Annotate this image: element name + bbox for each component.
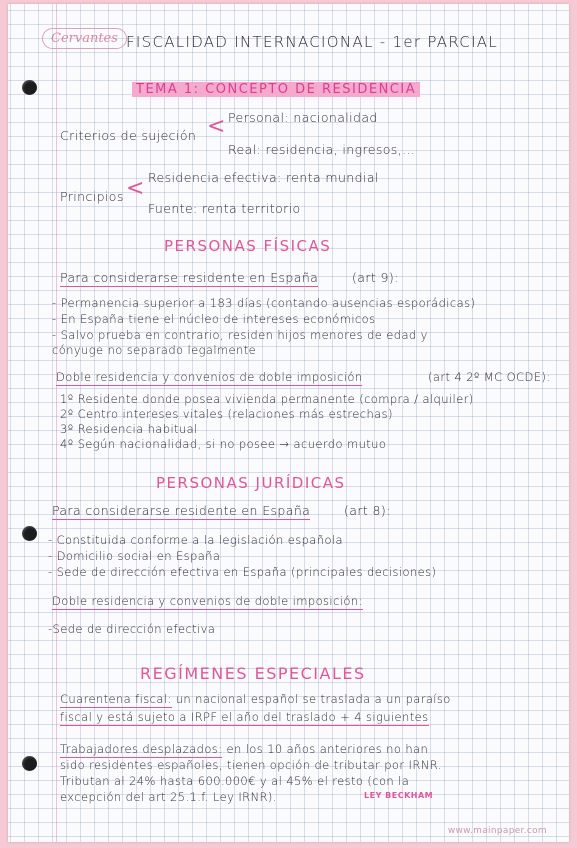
trabajadores-line: excepción del art 25.1.f. Ley IRNR).: [60, 790, 277, 804]
list-item: - Permanencia superior a 183 días (contando ausencias esporádicas): [52, 296, 476, 310]
ley-beckham-note: LEY BECKHAM: [364, 791, 434, 800]
trabajadores-line: Tributan al 24% hasta 600.000€ y al 45% el resto (con la: [60, 774, 410, 788]
cuarentena-text: un nacional español se traslada a un paraíso: [171, 692, 451, 706]
binder-hole: [22, 526, 37, 541]
numbered-item: 4º Según nacionalidad, si no posee → acuerdo mutuo: [60, 437, 387, 451]
binder-hole: [22, 80, 37, 95]
brace-icon: <: [207, 114, 226, 139]
trabajadores-paragraph: [60, 742, 428, 756]
trabajadores-label: Trabajadores desplazados:: [60, 742, 223, 756]
principio-item: Residencia efectiva: renta mundial: [148, 170, 379, 185]
brace-icon: <: [126, 176, 145, 201]
article-ref: (art 4 2º MC OCDE):: [428, 370, 551, 384]
cuarentena-paragraph: [60, 692, 451, 706]
margin-line: [56, 4, 57, 842]
brand-logo: Cervantes: [42, 28, 127, 49]
list-item: - Domicilio social en España: [48, 549, 221, 563]
section-heading-regimenes: REGÍMENES ESPECIALES: [140, 664, 366, 683]
notebook-page: [8, 4, 569, 842]
doble-residencia-label: Doble residencia y convenios de doble imposición: [56, 370, 363, 384]
list-item: - Salvo prueba en contrario, residen hijos menores de edad y: [52, 328, 428, 342]
cuarentena-label: Cuarentena fiscal:: [60, 692, 172, 706]
criterios-label: Criterios de sujeción: [60, 128, 197, 143]
trabajadores-line: sido residentes españoles, tienen opción de tributar por IRNR.: [60, 758, 442, 772]
considerarse-label: Para considerarse residente en España: [52, 503, 311, 518]
doble-residencia-label: Doble residencia y convenios de doble imposición:: [52, 594, 363, 608]
numbered-item: 3º Residencia habitual: [60, 422, 198, 436]
criterio-item: Real: residencia, ingresos,...: [228, 142, 416, 157]
numbered-item: 2º Centro intereses vitales (relaciones más estrechas): [60, 407, 393, 421]
list-item: - En España tiene el núcleo de intereses económicos: [52, 312, 376, 326]
section-heading-juridicas: PERSONAS JURÍDICAS: [156, 474, 346, 492]
article-ref: (art 9):: [352, 270, 399, 285]
principios-label: Principios: [60, 189, 124, 204]
trabajadores-text: en los 10 años anteriores no han: [222, 742, 429, 756]
list-item: - Constituida conforme a la legislación española: [48, 533, 343, 547]
list-item: -Sede de dirección efectiva: [48, 622, 216, 636]
list-item: cónyuge no separado legalmente: [52, 343, 257, 357]
article-ref: (art 8):: [344, 503, 391, 518]
cuarentena-line: fiscal y está sujeto a IRPF el año del traslado + 4 siguientes: [60, 710, 429, 724]
considerarse-label: Para considerarse residente en España: [60, 270, 319, 285]
tema-title: TEMA 1: CONCEPTO DE RESIDENCIA: [132, 82, 420, 97]
criterio-item: Personal: nacionalidad: [228, 110, 378, 125]
footer-website: www.mainpaper.com: [447, 826, 547, 836]
page-title: FISCALIDAD INTERNACIONAL - 1er PARCIAL: [126, 33, 499, 51]
section-heading-fisicas: PERSONAS FÍSICAS: [164, 237, 332, 255]
principio-item: Fuente: renta territorio: [148, 201, 301, 216]
binder-hole: [22, 756, 37, 771]
list-item: - Sede de dirección efectiva en España (principales decisiones): [48, 565, 437, 579]
numbered-item: 1º Residente donde posea vivienda permanente (compra / alquiler): [60, 392, 474, 406]
